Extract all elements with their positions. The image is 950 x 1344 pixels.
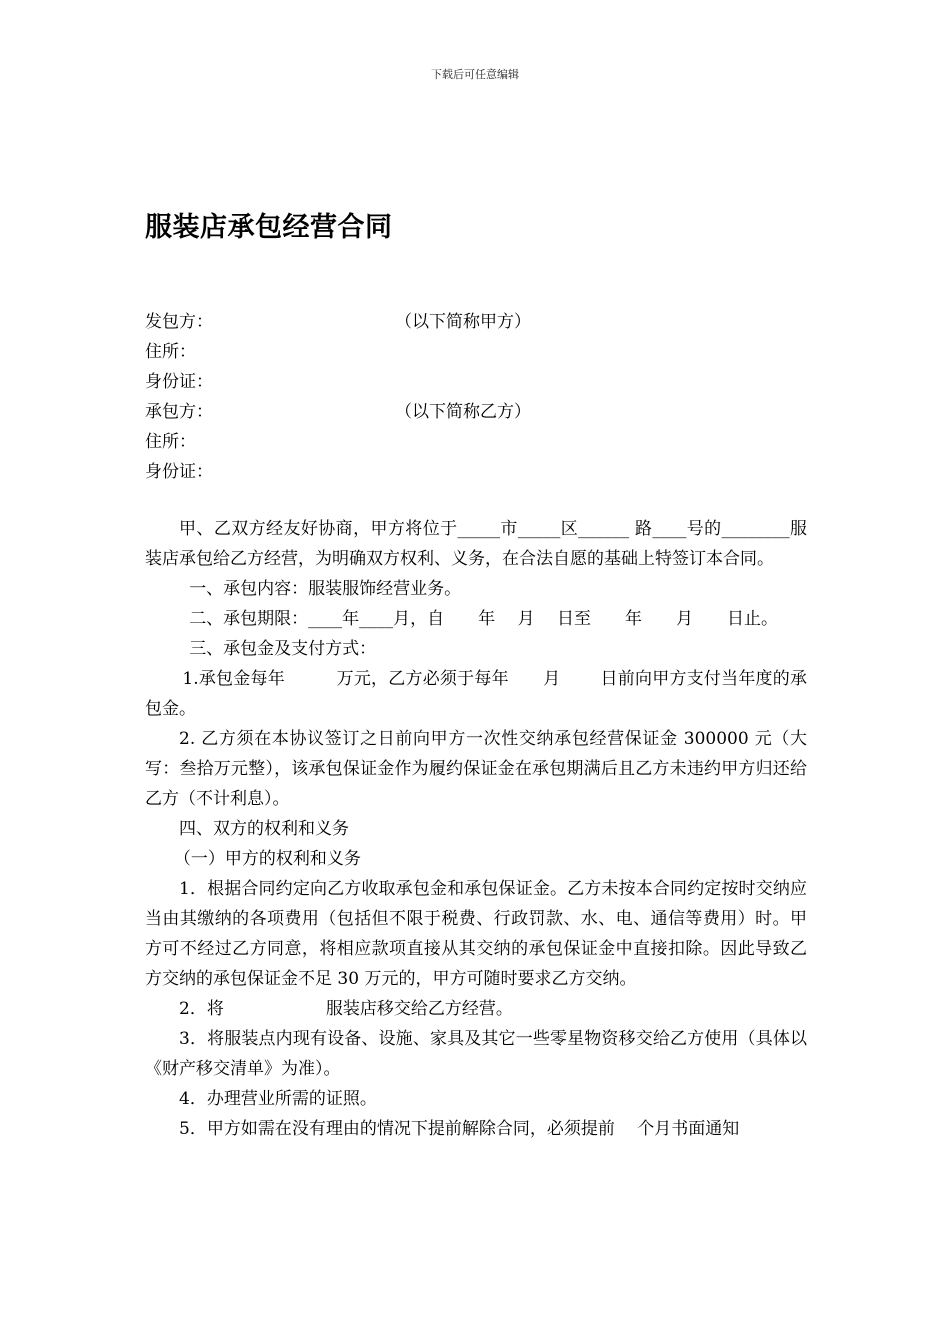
party-line-contractor-issuer	[145, 307, 805, 337]
intro-paragraph: 甲、乙双方经友好协商，甲方将位于_____市_____区______ 路____号的________服装店承包给乙方经营，为明确双方权利、义务，在合法自愿的基础上特签订本合同。	[145, 519, 807, 569]
party-label: 身份证：	[145, 372, 213, 392]
clause-paragraph: 2. 乙方须在本协议签订之日前向甲方一次性交纳承包经营保证金 300000 元（大写：叁拾万元整），该承包保证金作为履约保证金在承包期满后且乙方未违约甲方归还给乙方（不计利息）。	[145, 729, 807, 809]
party-line-address	[145, 337, 805, 367]
document-title: 服装店承包经营合同	[145, 212, 393, 243]
party-line-address	[145, 427, 805, 457]
clause-paragraph: 3．将服装点内现有设备、设施、家具及其它一些零星物资移交给乙方使用（具体以《财产移交清单》为准）。	[145, 1029, 807, 1079]
clause-paragraph: 5．甲方如需在没有理由的情况下提前解除合同，必须提前 个月书面通知	[179, 1119, 740, 1139]
party-label: 承包方：	[145, 402, 213, 422]
page-header-note: 下载后可任意编辑	[431, 68, 519, 81]
party-label: 住所：	[145, 432, 196, 452]
party-line-id	[145, 457, 805, 487]
clause-paragraph: 2．将 服装店移交给乙方经营。	[179, 999, 513, 1019]
subsection-heading: （一）甲方的权利和义务	[173, 849, 361, 869]
section-heading: 三、承包金及支付方式：	[189, 639, 377, 659]
section-heading: 四、双方的权利和义务	[179, 819, 349, 839]
party-label: 身份证：	[145, 462, 213, 482]
section-heading: 二、承包期限：____年____月，自 年 月 日至 年 月 日止。	[189, 609, 778, 629]
section-heading: 一、承包内容：服装服饰经营业务。	[189, 579, 462, 599]
clause-paragraph: 1.承包金每年 万元，乙方必须于每年 月 日前向甲方支付当年度的承包金。	[145, 669, 807, 719]
party-line-id	[145, 367, 805, 397]
party-note: （以下简称甲方）	[395, 312, 531, 332]
party-label: 发包方：	[145, 312, 213, 332]
party-note: （以下简称乙方）	[395, 402, 531, 422]
party-line-contractor	[145, 397, 805, 427]
clause-paragraph: 4．办理营业所需的证照。	[179, 1089, 377, 1109]
parties-block	[145, 307, 805, 487]
contract-body	[145, 514, 807, 1144]
clause-paragraph: 1．根据合同约定向乙方收取承包金和承包保证金。乙方未按本合同约定按时交纳应当由其缴纳的各项费用（包括但不限于税费、行政罚款、水、电、通信等费用）时。甲方可不经过乙方同意，将相应款项直接从其交纳的承包保证金中直接扣除。因此导致乙方交纳的承包保证金不足 30 万元的，甲方可随时要求乙方交纳。	[145, 879, 807, 989]
party-label: 住所：	[145, 342, 196, 362]
